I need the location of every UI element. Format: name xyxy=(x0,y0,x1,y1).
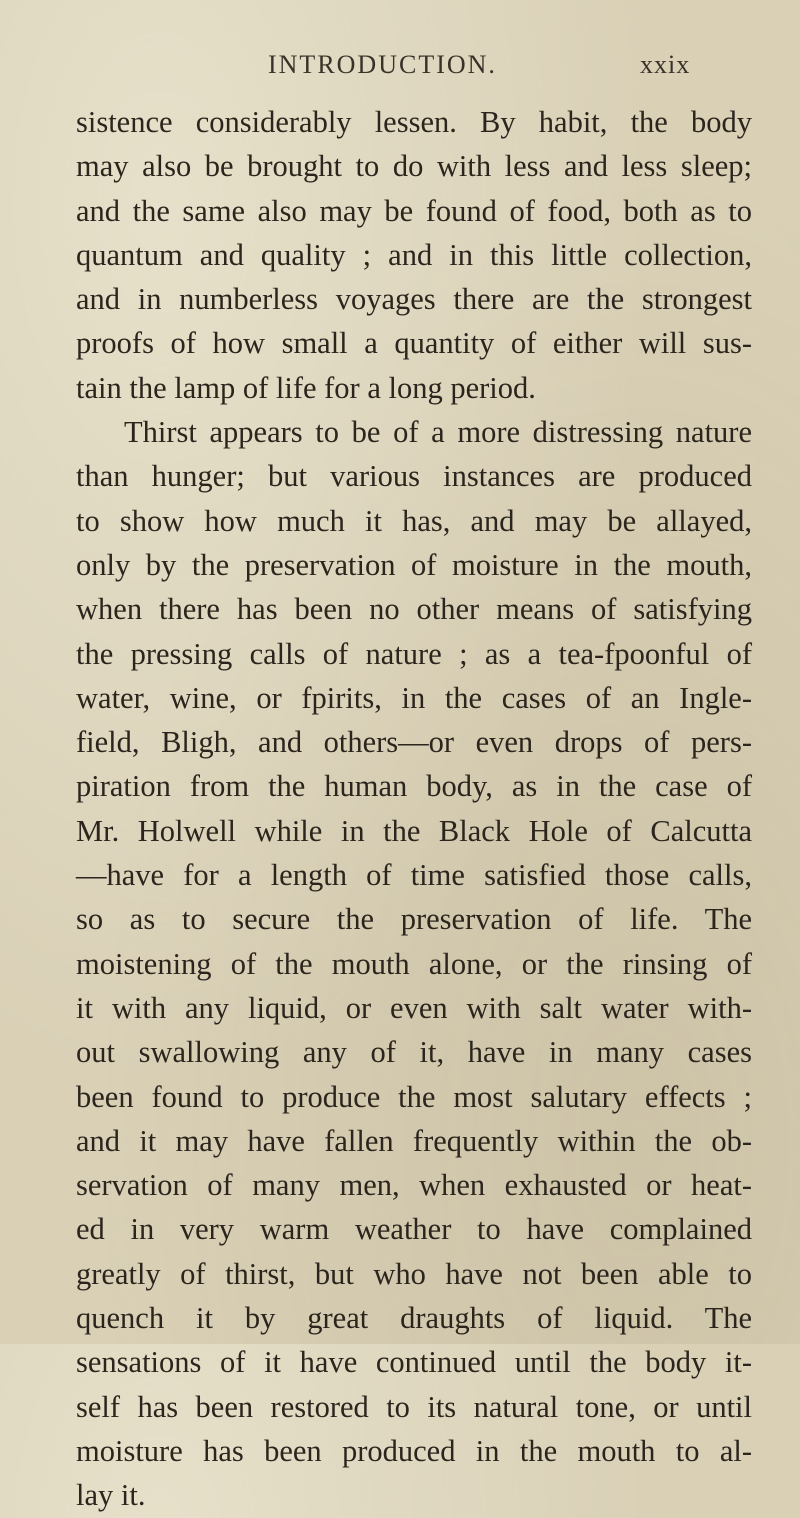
text-line: and the same also may be found of food, both as to xyxy=(76,193,752,228)
text-line: proofs of how small a quantity of either will sus- xyxy=(76,326,752,361)
text-line: Mr. Holwell while in the Black Hole of Calcutta xyxy=(76,813,752,848)
text-line: ed in very warm weather to have complained xyxy=(76,1212,752,1247)
text-line: moisture has been produced in the mouth to al- xyxy=(76,1433,752,1468)
text-line: out swallowing any of it, have in many cases xyxy=(76,1035,752,1070)
text-line: piration from the human body, as in the case of xyxy=(76,769,752,804)
text-line: the pressing calls of nature ; as a tea-fpoonful of xyxy=(76,636,752,671)
text-line: quench it by great draughts of liquid. The xyxy=(76,1301,752,1336)
text-line: self has been restored to its natural tone, or until xyxy=(76,1389,752,1424)
text-line: been found to produce the most salutary effects ; xyxy=(76,1079,752,1114)
text-line: lay it. xyxy=(76,1478,146,1513)
text-line: field, Bligh, and others—or even drops of pers- xyxy=(76,725,752,760)
text-line: moistening of the mouth alone, or the rinsing of xyxy=(76,946,752,981)
text-line: servation of many men, when exhausted or heat- xyxy=(76,1168,752,1203)
text-line: when there has been no other means of satisfying xyxy=(76,592,752,627)
text-line: greatly of thirst, but who have not been able to xyxy=(76,1256,752,1291)
text-line: —have for a length of time satisfied those calls, xyxy=(76,858,752,893)
running-head xyxy=(0,50,800,90)
text-line: only by the preservation of moisture in the mouth, xyxy=(76,547,752,582)
text-line: sensations of it have continued until the body it- xyxy=(76,1345,752,1380)
running-head-title: INTRODUCTION. xyxy=(268,50,497,79)
body-text xyxy=(76,100,752,1518)
text-line: and in numberless voyages there are the strongest xyxy=(76,282,752,317)
text-line: tain the lamp of life for a long period. xyxy=(76,370,536,405)
text-line: so as to secure the preservation of life. The xyxy=(76,902,752,937)
page-number: xxix xyxy=(640,50,691,79)
text-line: to show how much it has, and may be allayed, xyxy=(76,503,752,538)
text-line: and it may have fallen frequently within the ob- xyxy=(76,1123,752,1158)
text-line: quantum and quality ; and in this little collection, xyxy=(76,237,752,272)
text-line: Thirst appears to be of a more distressing nature xyxy=(124,415,752,450)
text-line: than hunger; but various instances are produced xyxy=(76,459,752,494)
text-line: it with any liquid, or even with salt water with- xyxy=(76,990,752,1025)
text-line: water, wine, or fpirits, in the cases of an Ingle- xyxy=(76,680,752,715)
text-line: sistence considerably lessen. By habit, the body xyxy=(76,105,752,139)
text-line: may also be brought to do with less and less sleep; xyxy=(76,149,752,184)
